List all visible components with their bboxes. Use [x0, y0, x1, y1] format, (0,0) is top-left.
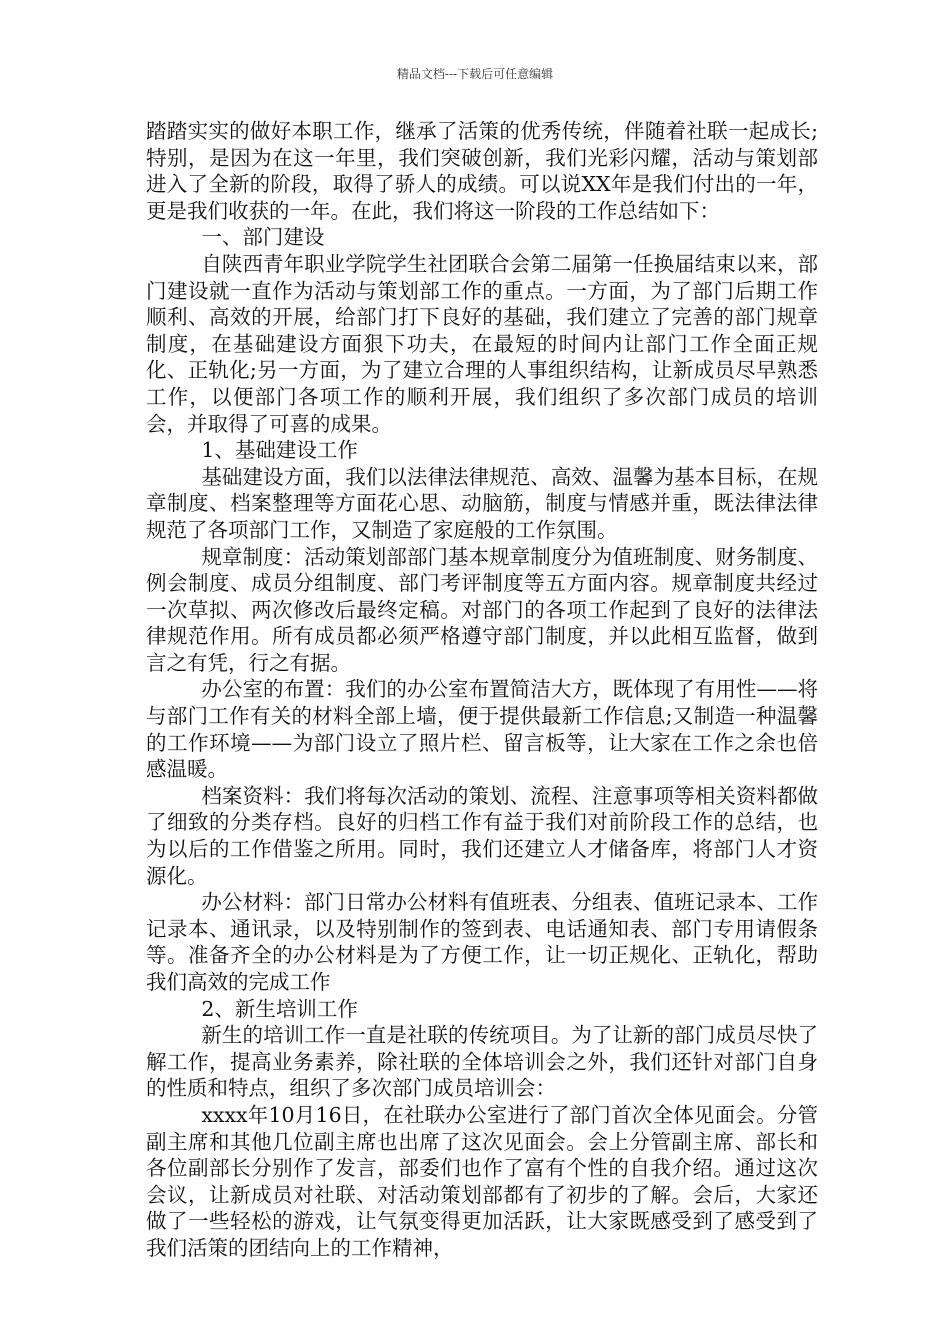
paragraph-first-meeting: xxxx年10月16日，在社联办公室进行了部门首次全体见面会。分管副主席和其他几位副主席也出席了这次见面会。会上分管副主席、部长和各位副部长分别作了发言，部委们也作了富有个性的自我介绍。通过这次会议，让新成员对社联、对活动策划部都有了初步的了解。会后，大家还做了一些轻松的游戏，让气氛变得更加活跃，让大家既感受到了感受到了我们活策的团结向上的工作精神，	[146, 1102, 818, 1260]
paragraph-rules: 规章制度：活动策划部部门基本规章制度分为值班制度、财务制度、例会制度、成员分组制度、部门考评制度等五方面内容。规章制度共经过一次草拟、两次修改后最终定稿。对部门的各项工作起到了良好的法律法律规范作用。所有成员都必须严格遵守部门制度，并以此相互监督，做到言之有凭，行之有据。	[146, 544, 818, 675]
subheading-basic-construction: 1、基础建设工作	[201, 438, 358, 463]
paragraph-office-materials: 办公材料：部门日常办公材料有值班表、分组表、值班记录本、工作记录本、通讯录，以及特别制作的签到表、电话通知表、部门专用请假条等。准备齐全的办公材料是为了方便工作，让一切正规化、正轨化，帮助我们高效的完成工作	[146, 890, 818, 994]
paragraph-archives: 档案资料：我们将每次活动的策划、流程、注意事项等相关资料都做了细致的分类存档。良好的归档工作有益于我们对前阶段工作的总结，也为以后的工作借鉴之所用。同时，我们还建立人才储备库，将部门人才资源化。	[146, 783, 818, 888]
subheading-freshman-training: 2、新生培训工作	[201, 996, 358, 1021]
paragraph-intro: 踏踏实实的做好本职工作，继承了活策的优秀传统，伴随着社联一起成长;特别，是因为在这一年里，我们突破创新，我们光彩闪耀，活动与策划部进入了全新的阶段，取得了骄人的成绩。可以说XX年是我们付出的一年，更是我们收获的一年。在此，我们将这一阶段的工作总结如下：	[146, 119, 818, 223]
section-heading-department-building: 一、部门建设	[201, 225, 325, 250]
document-body	[146, 118, 818, 1262]
paragraph-department-building: 自陕西青年职业学院学生社团联合会第二届第一任换届结束以来，部门建设就一直作为活动与策划部工作的重点。一方面，为了部门后期工作顺利、高效的开展，给部门打下良好的基础，我们建立了完善的部门规章制度，在基础建设方面狠下功夫，在最短的时间内让部门工作全面正规化、正轨化;另一方面，为了建立合理的人事组织结构，让新成员尽早熟悉工作，以便部门各项工作的顺利开展，我们组织了多次部门成员的培训会，并取得了可喜的成果。	[146, 251, 818, 436]
paragraph-freshman-training: 新生的培训工作一直是社联的传统项目。为了让新的部门成员尽快了解工作，提高业务素养，除社联的全体培训会之外，我们还针对部门自身的性质和特点，组织了多次部门成员培训会：	[146, 1023, 818, 1101]
paragraph-office-layout: 办公室的布置：我们的办公室布置简洁大方，既体现了有用性——将与部门工作有关的材料全部上墙，便于提供最新工作信息;又制造一种温馨的工作环境——为部门设立了照片栏、留言板等，让大家在工作之余也倍感温暖。	[146, 677, 818, 782]
page-header: 精品文档---下载后可任意编辑	[396, 67, 554, 81]
paragraph-basic-construction: 基础建设方面，我们以法律法律规范、高效、温馨为基本目标，在规章制度、档案整理等方面花心思、动脑筋，制度与情感并重，既法律法律规范了各项部门工作，又制造了家庭般的工作氛围。	[146, 464, 818, 542]
